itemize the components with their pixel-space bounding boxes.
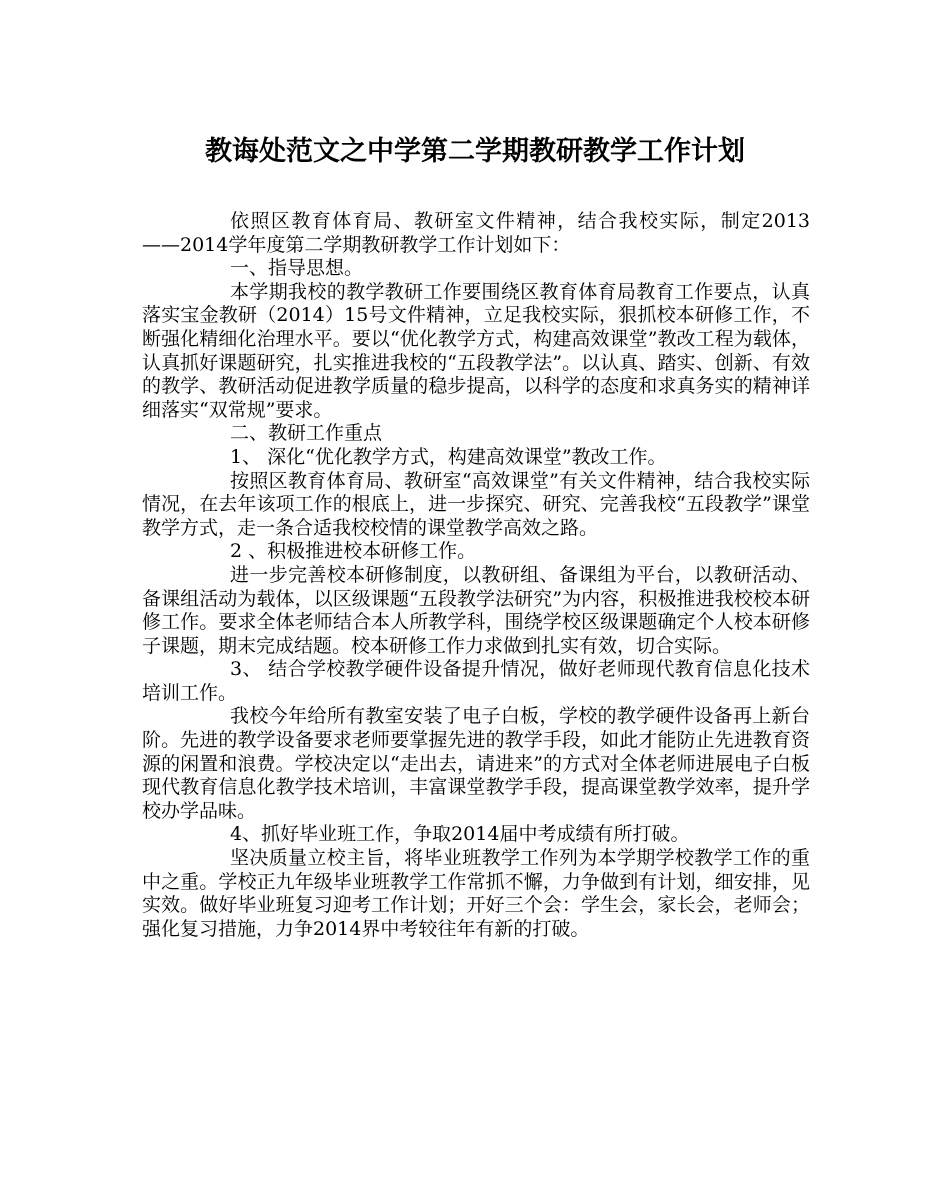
subheading-item-1: 1、 深化“优化教学方式，构建高效课堂”教改工作。 (230, 445, 667, 468)
heading-research-focus: 二、教研工作重点 (230, 422, 383, 445)
subheading-item-2: 2 、积极推进校本研修工作。 (230, 540, 477, 563)
heading-guiding-ideology: 一、指导思想。 (230, 257, 364, 280)
document-title: 教诲处范文之中学第二学期教研教学工作计划 (205, 136, 745, 167)
paragraph-item-1: 按照区教育体育局、教研室“高效课堂”有关文件精神，结合我校实际情况，在去年该项工作的根底上，进一步探究、研究、完善我校“五段教学”课堂教学方式，走一条合适我校校情的课堂教学高效之路。 (142, 469, 810, 539)
paragraph-item-2: 进一步完善校本研修制度，以教研组、备课组为平台，以教研活动、备课组活动为载体，以区级课题“五段教学法研究”为内容，积极推进我校校本研修工作。要求全体老师结合本人所教学科，围绕学校区级课题确定个人校本研修子课题，期末完成结题。校本研修工作力求做到扎实有效，切合实际。 (142, 563, 810, 657)
subheading-item-3: 3、 结合学校教学硬件设备提升情况，做好老师现代教育信息化技术培训工作。 (142, 658, 810, 704)
paragraph-guiding-ideology: 本学期我校的教学教研工作要围绕区教育体育局教育工作要点，认真落实宝金教研（2014）15号文件精神，立足我校实际，狠抓校本研修工作，不断强化精细化治理水平。要以“优化教学方式，构建高效课堂”教改工程为载体，认真抓好课题研究，扎实推进我校的“五段教学法”。以认真、踏实、创新、有效的教学、教研活动促进教学质量的稳步提高，以科学的态度和求真务实的精神详细落实“双常规”要求。 (142, 280, 810, 421)
paragraph-item-4: 坚决质量立校主旨，将毕业班教学工作列为本学期学校教学工作的重中之重。学校正九年级毕业班教学工作常抓不懈，力争做到有计划，细安排，见实效。做好毕业班复习迎考工作计划；开好三个会：学生会，家长会，老师会；强化复习措施，力争2014界中考较往年有新的打破。 (142, 847, 810, 940)
paragraph-item-3: 我校今年给所有教室安装了电子白板，学校的教学硬件设备再上新台阶。先进的教学设备要求老师要掌握先进的教学手段，如此才能防止先进教育资源的闲置和浪费。学校决定以“走出去，请进来”的方式对全体老师进展电子白板现代教育信息化教学技术培训，丰富课堂教学手段，提高课堂教学效率，提升学校办学品味。 (142, 705, 810, 822)
subheading-item-4: 4、抓好毕业班工作，争取2014届中考成绩有所打破。 (230, 823, 690, 846)
document-body (142, 210, 810, 941)
paragraph-intro: 依照区教育体育局、教研室文件精神，结合我校实际，制定2013——2014学年度第二学期教研教学工作计划如下： (142, 210, 810, 256)
